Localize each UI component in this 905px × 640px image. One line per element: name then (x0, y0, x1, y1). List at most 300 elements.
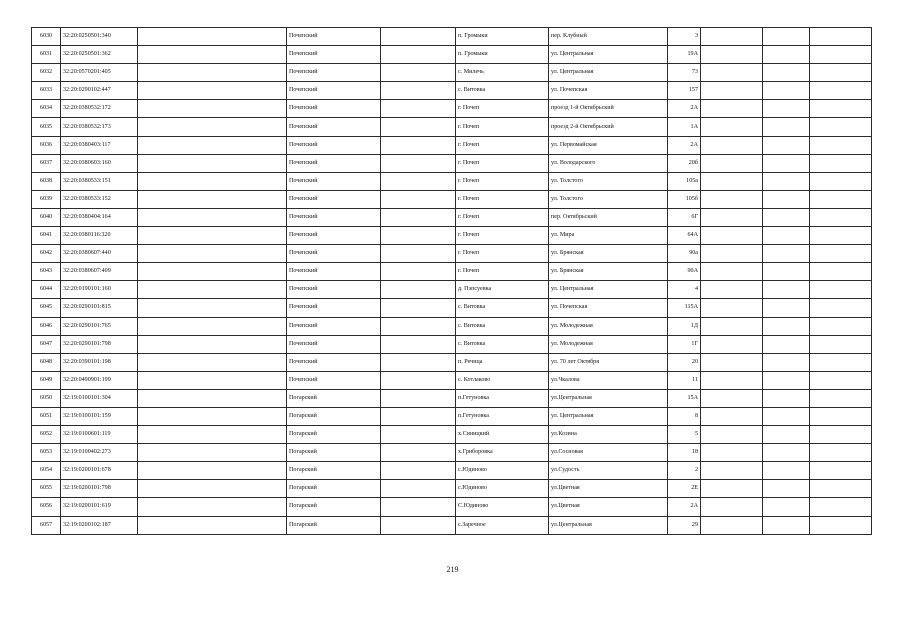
house-number-cell: 2 (668, 462, 701, 480)
empty-cell (810, 516, 872, 534)
empty-cell (763, 136, 810, 154)
empty-cell (138, 82, 287, 100)
empty-cell (763, 462, 810, 480)
empty-cell (138, 516, 287, 534)
empty-cell (810, 426, 872, 444)
empty-cell (810, 281, 872, 299)
empty-cell (701, 389, 763, 407)
cadastral-number-cell: 32:20:0380533:151 (61, 172, 138, 190)
house-number-cell: 1Г (668, 335, 701, 353)
row-number-cell: 6054 (32, 462, 61, 480)
empty-cell (763, 172, 810, 190)
empty-cell (810, 82, 872, 100)
locality-cell: х.Синицкий (456, 426, 549, 444)
empty-cell (763, 516, 810, 534)
empty-cell (701, 100, 763, 118)
district-cell: Погарский (287, 516, 381, 534)
empty-cell (763, 28, 810, 46)
district-cell: Погарский (287, 462, 381, 480)
table-row (32, 46, 872, 64)
empty-cell (381, 190, 456, 208)
table-row (32, 136, 872, 154)
empty-cell (763, 245, 810, 263)
street-cell: ул.Козина (549, 426, 668, 444)
empty-cell (810, 498, 872, 516)
empty-cell (381, 281, 456, 299)
empty-cell (138, 28, 287, 46)
empty-cell (701, 299, 763, 317)
locality-cell: с.Юдиново (456, 462, 549, 480)
house-number-cell: 29 (668, 516, 701, 534)
empty-cell (810, 462, 872, 480)
street-cell: ул.Цветная (549, 498, 668, 516)
district-cell: Почепский (287, 100, 381, 118)
district-cell: Почепский (287, 64, 381, 82)
register-table (31, 27, 872, 535)
house-number-cell: 2А (668, 498, 701, 516)
empty-cell (381, 371, 456, 389)
empty-cell (701, 245, 763, 263)
house-number-cell: 105б (668, 190, 701, 208)
cadastral-number-cell: 32:20:0490901:199 (61, 371, 138, 389)
empty-cell (810, 28, 872, 46)
district-cell: Почепский (287, 353, 381, 371)
street-cell: ул. Почепская (549, 299, 668, 317)
empty-cell (810, 227, 872, 245)
empty-cell (810, 480, 872, 498)
empty-cell (810, 371, 872, 389)
empty-cell (138, 227, 287, 245)
empty-cell (763, 46, 810, 64)
empty-cell (381, 353, 456, 371)
empty-cell (810, 190, 872, 208)
row-number-cell: 6032 (32, 64, 61, 82)
cadastral-number-cell: 32:20:0290101:765 (61, 317, 138, 335)
locality-cell: с.Заречное (456, 516, 549, 534)
row-number-cell: 6052 (32, 426, 61, 444)
empty-cell (381, 407, 456, 425)
empty-cell (701, 154, 763, 172)
locality-cell: С.Юдиново (456, 498, 549, 516)
row-number-cell: 6055 (32, 480, 61, 498)
locality-cell: с. Витовка (456, 317, 549, 335)
locality-cell: г. Почеп (456, 190, 549, 208)
empty-cell (810, 335, 872, 353)
table-row (32, 245, 872, 263)
empty-cell (701, 64, 763, 82)
empty-cell (810, 353, 872, 371)
house-number-cell: 15А (668, 389, 701, 407)
table-row (32, 335, 872, 353)
cadastral-number-cell: 32:20:0380404:164 (61, 208, 138, 226)
house-number-cell: 6Г (668, 208, 701, 226)
district-cell: Погарский (287, 407, 381, 425)
empty-cell (138, 172, 287, 190)
empty-cell (381, 263, 456, 281)
locality-cell: с.Юдиново (456, 480, 549, 498)
district-cell: Погарский (287, 480, 381, 498)
empty-cell (381, 516, 456, 534)
cadastral-number-cell: 32:20:0380532:172 (61, 100, 138, 118)
locality-cell: д. Пэпсуевка (456, 281, 549, 299)
street-cell: ул. Почепская (549, 82, 668, 100)
empty-cell (138, 444, 287, 462)
locality-cell: г. Почеп (456, 263, 549, 281)
empty-cell (381, 136, 456, 154)
empty-cell (810, 263, 872, 281)
table-row (32, 389, 872, 407)
district-cell: Почепский (287, 46, 381, 64)
empty-cell (138, 118, 287, 136)
empty-cell (138, 245, 287, 263)
empty-cell (763, 64, 810, 82)
house-number-cell: 2Е (668, 480, 701, 498)
cadastral-number-cell: 32:20:0290101:798 (61, 335, 138, 353)
cadastral-number-cell: 32:19:0100101:159 (61, 407, 138, 425)
empty-cell (810, 118, 872, 136)
cadastral-number-cell: 32:20:0380116:320 (61, 227, 138, 245)
row-number-cell: 6037 (32, 154, 61, 172)
empty-cell (763, 480, 810, 498)
house-number-cell: 90А (668, 263, 701, 281)
row-number-cell: 6033 (32, 82, 61, 100)
district-cell: Погарский (287, 498, 381, 516)
house-number-cell: 90а (668, 245, 701, 263)
empty-cell (138, 46, 287, 64)
district-cell: Почепский (287, 82, 381, 100)
empty-cell (138, 353, 287, 371)
row-number-cell: 6035 (32, 118, 61, 136)
street-cell: ул.Сосновая (549, 444, 668, 462)
empty-cell (138, 426, 287, 444)
locality-cell: п. Речица (456, 353, 549, 371)
cadastral-number-cell: 32:20:0190101:160 (61, 281, 138, 299)
district-cell: Почепский (287, 317, 381, 335)
empty-cell (381, 100, 456, 118)
house-number-cell: 1Д (668, 317, 701, 335)
cadastral-number-cell: 32:19:0200101:619 (61, 498, 138, 516)
empty-cell (763, 82, 810, 100)
empty-cell (763, 227, 810, 245)
district-cell: Почепский (287, 136, 381, 154)
empty-cell (701, 263, 763, 281)
empty-cell (763, 407, 810, 425)
empty-cell (810, 100, 872, 118)
table-row (32, 100, 872, 118)
empty-cell (763, 263, 810, 281)
locality-cell: с. Котлаково (456, 371, 549, 389)
empty-cell (701, 498, 763, 516)
empty-cell (138, 64, 287, 82)
empty-cell (763, 154, 810, 172)
street-cell: ул.Чкалова (549, 371, 668, 389)
empty-cell (138, 407, 287, 425)
empty-cell (138, 389, 287, 407)
empty-cell (763, 389, 810, 407)
locality-cell: п.Гетуновка (456, 407, 549, 425)
empty-cell (810, 154, 872, 172)
empty-cell (138, 335, 287, 353)
locality-cell: с. Витовка (456, 82, 549, 100)
locality-cell: г. Почеп (456, 227, 549, 245)
empty-cell (701, 190, 763, 208)
register-table-container (31, 27, 871, 535)
empty-cell (810, 64, 872, 82)
row-number-cell: 6046 (32, 317, 61, 335)
row-number-cell: 6039 (32, 190, 61, 208)
locality-cell: г. Почеп (456, 136, 549, 154)
street-cell: ул. Мира (549, 227, 668, 245)
empty-cell (381, 426, 456, 444)
table-row (32, 317, 872, 335)
row-number-cell: 6049 (32, 371, 61, 389)
empty-cell (381, 335, 456, 353)
street-cell: пер. Клубный (549, 28, 668, 46)
cadastral-number-cell: 32:19:0200101:678 (61, 462, 138, 480)
table-row (32, 407, 872, 425)
district-cell: Погарский (287, 444, 381, 462)
empty-cell (138, 371, 287, 389)
district-cell: Почепский (287, 245, 381, 263)
street-cell: ул. 70 лет Октября (549, 353, 668, 371)
street-cell: пер. Октябрьский (549, 208, 668, 226)
locality-cell: г. Почеп (456, 154, 549, 172)
table-row (32, 208, 872, 226)
cadastral-number-cell: 32:20:0380607:409 (61, 263, 138, 281)
empty-cell (381, 28, 456, 46)
street-cell: ул. Центральная (549, 281, 668, 299)
street-cell: проезд 2-й Октябрьский (549, 118, 668, 136)
house-number-cell: 2А (668, 136, 701, 154)
row-number-cell: 6034 (32, 100, 61, 118)
empty-cell (381, 462, 456, 480)
district-cell: Почепский (287, 208, 381, 226)
table-row (32, 516, 872, 534)
table-row (32, 118, 872, 136)
table-row (32, 462, 872, 480)
table-row (32, 82, 872, 100)
district-cell: Почепский (287, 190, 381, 208)
empty-cell (701, 371, 763, 389)
house-number-cell: 105а (668, 172, 701, 190)
empty-cell (763, 299, 810, 317)
district-cell: Почепский (287, 227, 381, 245)
empty-cell (138, 190, 287, 208)
table-row (32, 444, 872, 462)
house-number-cell: 157 (668, 82, 701, 100)
row-number-cell: 6045 (32, 299, 61, 317)
empty-cell (701, 444, 763, 462)
table-row (32, 426, 872, 444)
locality-cell: х.Гриборовка (456, 444, 549, 462)
empty-cell (763, 426, 810, 444)
row-number-cell: 6048 (32, 353, 61, 371)
empty-cell (810, 172, 872, 190)
empty-cell (381, 172, 456, 190)
district-cell: Почепский (287, 263, 381, 281)
district-cell: Погарский (287, 389, 381, 407)
empty-cell (763, 118, 810, 136)
empty-cell (138, 498, 287, 516)
cadastral-number-cell: 32:20:0380532:173 (61, 118, 138, 136)
empty-cell (138, 136, 287, 154)
locality-cell: г. Почеп (456, 172, 549, 190)
house-number-cell: 115А (668, 299, 701, 317)
street-cell: ул. Центральная (549, 407, 668, 425)
row-number-cell: 6051 (32, 407, 61, 425)
locality-cell: г. Почеп (456, 208, 549, 226)
district-cell: Почепский (287, 172, 381, 190)
locality-cell: п. Громыки (456, 28, 549, 46)
district-cell: Почепский (287, 28, 381, 46)
street-cell: ул. Центральная (549, 46, 668, 64)
empty-cell (381, 480, 456, 498)
house-number-cell: 5 (668, 426, 701, 444)
empty-cell (138, 480, 287, 498)
row-number-cell: 6053 (32, 444, 61, 462)
empty-cell (763, 498, 810, 516)
empty-cell (810, 444, 872, 462)
empty-cell (810, 407, 872, 425)
empty-cell (138, 317, 287, 335)
empty-cell (763, 335, 810, 353)
empty-cell (701, 480, 763, 498)
row-number-cell: 6041 (32, 227, 61, 245)
empty-cell (138, 462, 287, 480)
house-number-cell: 19А (668, 46, 701, 64)
empty-cell (810, 245, 872, 263)
empty-cell (381, 46, 456, 64)
street-cell: ул. Толстого (549, 190, 668, 208)
house-number-cell: 20 (668, 353, 701, 371)
row-number-cell: 6040 (32, 208, 61, 226)
street-cell: ул. Центральная (549, 64, 668, 82)
empty-cell (810, 317, 872, 335)
district-cell: Почепский (287, 335, 381, 353)
table-row (32, 263, 872, 281)
empty-cell (810, 208, 872, 226)
register-rows (32, 28, 872, 535)
row-number-cell: 6036 (32, 136, 61, 154)
house-number-cell: 1А (668, 118, 701, 136)
empty-cell (381, 245, 456, 263)
empty-cell (138, 263, 287, 281)
empty-cell (138, 154, 287, 172)
row-number-cell: 6043 (32, 263, 61, 281)
empty-cell (701, 462, 763, 480)
empty-cell (381, 498, 456, 516)
row-number-cell: 6031 (32, 46, 61, 64)
house-number-cell: 18 (668, 444, 701, 462)
street-cell: ул.Цветная (549, 480, 668, 498)
empty-cell (381, 317, 456, 335)
empty-cell (810, 136, 872, 154)
cadastral-number-cell: 32:19:0100402:273 (61, 444, 138, 462)
row-number-cell: 6056 (32, 498, 61, 516)
house-number-cell: 8 (668, 407, 701, 425)
street-cell: ул. Володарского (549, 154, 668, 172)
empty-cell (810, 389, 872, 407)
street-cell: ул.Центральная (549, 516, 668, 534)
empty-cell (763, 100, 810, 118)
street-cell: ул. Брянская (549, 245, 668, 263)
empty-cell (763, 353, 810, 371)
district-cell: Погарский (287, 426, 381, 444)
empty-cell (763, 371, 810, 389)
empty-cell (138, 281, 287, 299)
empty-cell (701, 118, 763, 136)
cadastral-number-cell: 32:20:0290102:447 (61, 82, 138, 100)
table-row (32, 371, 872, 389)
empty-cell (381, 82, 456, 100)
cadastral-number-cell: 32:20:0250501:362 (61, 46, 138, 64)
row-number-cell: 6047 (32, 335, 61, 353)
table-row (32, 190, 872, 208)
cadastral-number-cell: 32:20:0380603:160 (61, 154, 138, 172)
empty-cell (763, 317, 810, 335)
empty-cell (138, 100, 287, 118)
empty-cell (701, 227, 763, 245)
empty-cell (701, 516, 763, 534)
street-cell: ул. Толстого (549, 172, 668, 190)
cadastral-number-cell: 32:20:0380607:440 (61, 245, 138, 263)
locality-cell: с. Милечь (456, 64, 549, 82)
district-cell: Почепский (287, 281, 381, 299)
locality-cell: г. Почеп (456, 118, 549, 136)
table-row (32, 28, 872, 46)
table-row (32, 172, 872, 190)
locality-cell: г. Почеп (456, 245, 549, 263)
cadastral-number-cell: 32:20:0380403:117 (61, 136, 138, 154)
empty-cell (381, 118, 456, 136)
house-number-cell: 4 (668, 281, 701, 299)
table-row (32, 299, 872, 317)
table-row (32, 498, 872, 516)
empty-cell (701, 317, 763, 335)
cadastral-number-cell: 32:19:0100101:304 (61, 389, 138, 407)
street-cell: ул. Первомайская (549, 136, 668, 154)
house-number-cell: 2А (668, 100, 701, 118)
locality-cell: г. Почеп (456, 100, 549, 118)
empty-cell (138, 208, 287, 226)
empty-cell (381, 444, 456, 462)
empty-cell (763, 444, 810, 462)
empty-cell (701, 172, 763, 190)
cadastral-number-cell: 32:19:0200102:187 (61, 516, 138, 534)
cadastral-number-cell: 32:20:0290101:815 (61, 299, 138, 317)
cadastral-number-cell: 32:19:0100601:119 (61, 426, 138, 444)
empty-cell (810, 46, 872, 64)
row-number-cell: 6042 (32, 245, 61, 263)
empty-cell (810, 299, 872, 317)
district-cell: Почепский (287, 371, 381, 389)
street-cell: проезд 1-й Октябрьский (549, 100, 668, 118)
cadastral-number-cell: 32:20:0380533:152 (61, 190, 138, 208)
locality-cell: п. Громыки (456, 46, 549, 64)
empty-cell (763, 208, 810, 226)
empty-cell (701, 426, 763, 444)
empty-cell (701, 353, 763, 371)
street-cell: ул.Центральная (549, 389, 668, 407)
cadastral-number-cell: 32:19:0200101:798 (61, 480, 138, 498)
house-number-cell: 20б (668, 154, 701, 172)
empty-cell (381, 154, 456, 172)
cadastral-number-cell: 32:20:0390101:198 (61, 353, 138, 371)
table-row (32, 64, 872, 82)
district-cell: Почепский (287, 299, 381, 317)
empty-cell (701, 82, 763, 100)
table-row (32, 281, 872, 299)
